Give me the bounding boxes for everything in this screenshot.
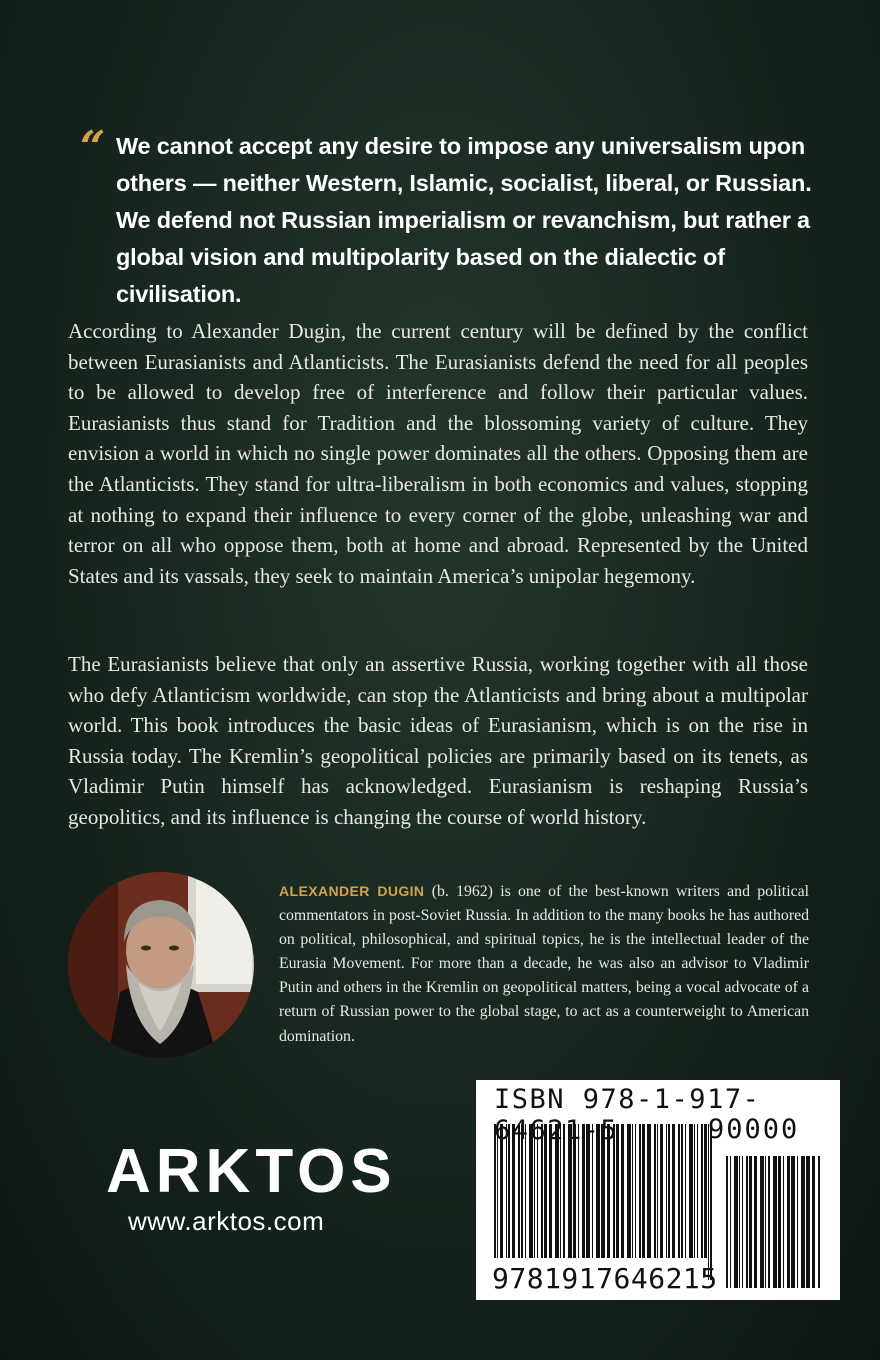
- barcode-bar: [765, 1156, 766, 1288]
- description-paragraph-2: The Eurasianists believe that only an assertive Russia, working together with all those who defy Atlanticism worldwide, can stop the Atlanticists and bring about a multipolar world. This book introduces the basic ideas of Eurasianism, which is on the rise in Russia today. The Kremlin’s geopolitical policies are primarily based on its tenets, as Vladimir Putin himself has acknowledged. Eurasianism is reshaping Russia’s geopolitics, and its influence is changing the course of world history.: [68, 652, 808, 829]
- barcode-bar: [754, 1156, 757, 1288]
- author-bio: [279, 879, 809, 1049]
- barcode-bar: [818, 1156, 820, 1288]
- barcode-bar: [773, 1156, 777, 1288]
- barcode-bar: [787, 1156, 790, 1288]
- ean-digits: 9781917646215: [492, 1262, 718, 1295]
- barcode-bar: [797, 1156, 798, 1288]
- barcode-bar: [739, 1156, 740, 1288]
- publisher-logo: ARKTOS: [106, 1137, 397, 1206]
- author-bio-text: (b. 1962) is one of the best-known writers and political commentators in post-Soviet Russia. In addition to the many books he has authored on political, philosophical, and spiritual topics, he is the intellectual leader of the Eurasia Movement. For more than a decade, he was also an advisor to Vladimir Putin and others in the Kremlin on geopolitical matters, being a vocal advocate of a return of Russian power to the global stage, to act as a counterweight to American domination.: [279, 883, 809, 1045]
- barcode-bar: [791, 1156, 795, 1288]
- barcode-bar: [783, 1156, 784, 1288]
- barcode-bar: [708, 1124, 709, 1280]
- barcode-bar: [768, 1156, 770, 1288]
- price-code: 90000: [708, 1114, 800, 1145]
- barcode-bar: [730, 1156, 731, 1288]
- barcode-bar: [734, 1156, 738, 1288]
- barcode-bar: [778, 1156, 781, 1288]
- barcode-bar: [746, 1156, 748, 1288]
- author-portrait: [68, 872, 254, 1058]
- quote-mark-icon: “: [80, 122, 106, 173]
- author-photo-illustration: [68, 872, 254, 1058]
- isbn-barcode: [476, 1080, 840, 1300]
- barcode-bar: [710, 1124, 712, 1280]
- publisher-website: www.arktos.com: [128, 1206, 325, 1236]
- author-name: ALEXANDER DUGIN: [279, 883, 425, 899]
- barcode-bar: [801, 1156, 805, 1288]
- barcode-bar: [760, 1156, 764, 1288]
- barcode-bar: [726, 1156, 728, 1288]
- pull-quote-text: We cannot accept any desire to impose any universalism upon others — neither Western, Islamic, socialist, liberal, or Russian. We defend not Russian imperialism or revanchism, but rather a global vision and multipolarity based on the dialectic of civilisation.: [116, 133, 812, 307]
- description-paragraph-1: According to Alexander Dugin, the current century will be defined by the conflict between Eurasianists and Atlanticists. The Eurasianists defend the need for all peoples to be allowed to develop free of interference and follow their particular values. Eurasianists thus stand for Tradition and the blossoming variety of culture. They envision a world in which no single power dominates all the others. Opposing them are the Atlanticists. They stand for ultra-liberalism in both economics and values, stopping at nothing to expand their influence to every corner of the globe, unleashing war and terror on all who oppose them, both at home and abroad. Represented by the United States and its vassals, they seek to maintain America’s unipolar hegemony.: [68, 319, 808, 588]
- barcode-bar: [812, 1156, 815, 1288]
- pull-quote: [80, 122, 820, 313]
- barcode-bar: [806, 1156, 810, 1288]
- barcode-bar: [749, 1156, 752, 1288]
- isbn-text: ISBN 978-1-917-64621-5: [494, 1084, 761, 1146]
- barcode-bar: [742, 1156, 743, 1288]
